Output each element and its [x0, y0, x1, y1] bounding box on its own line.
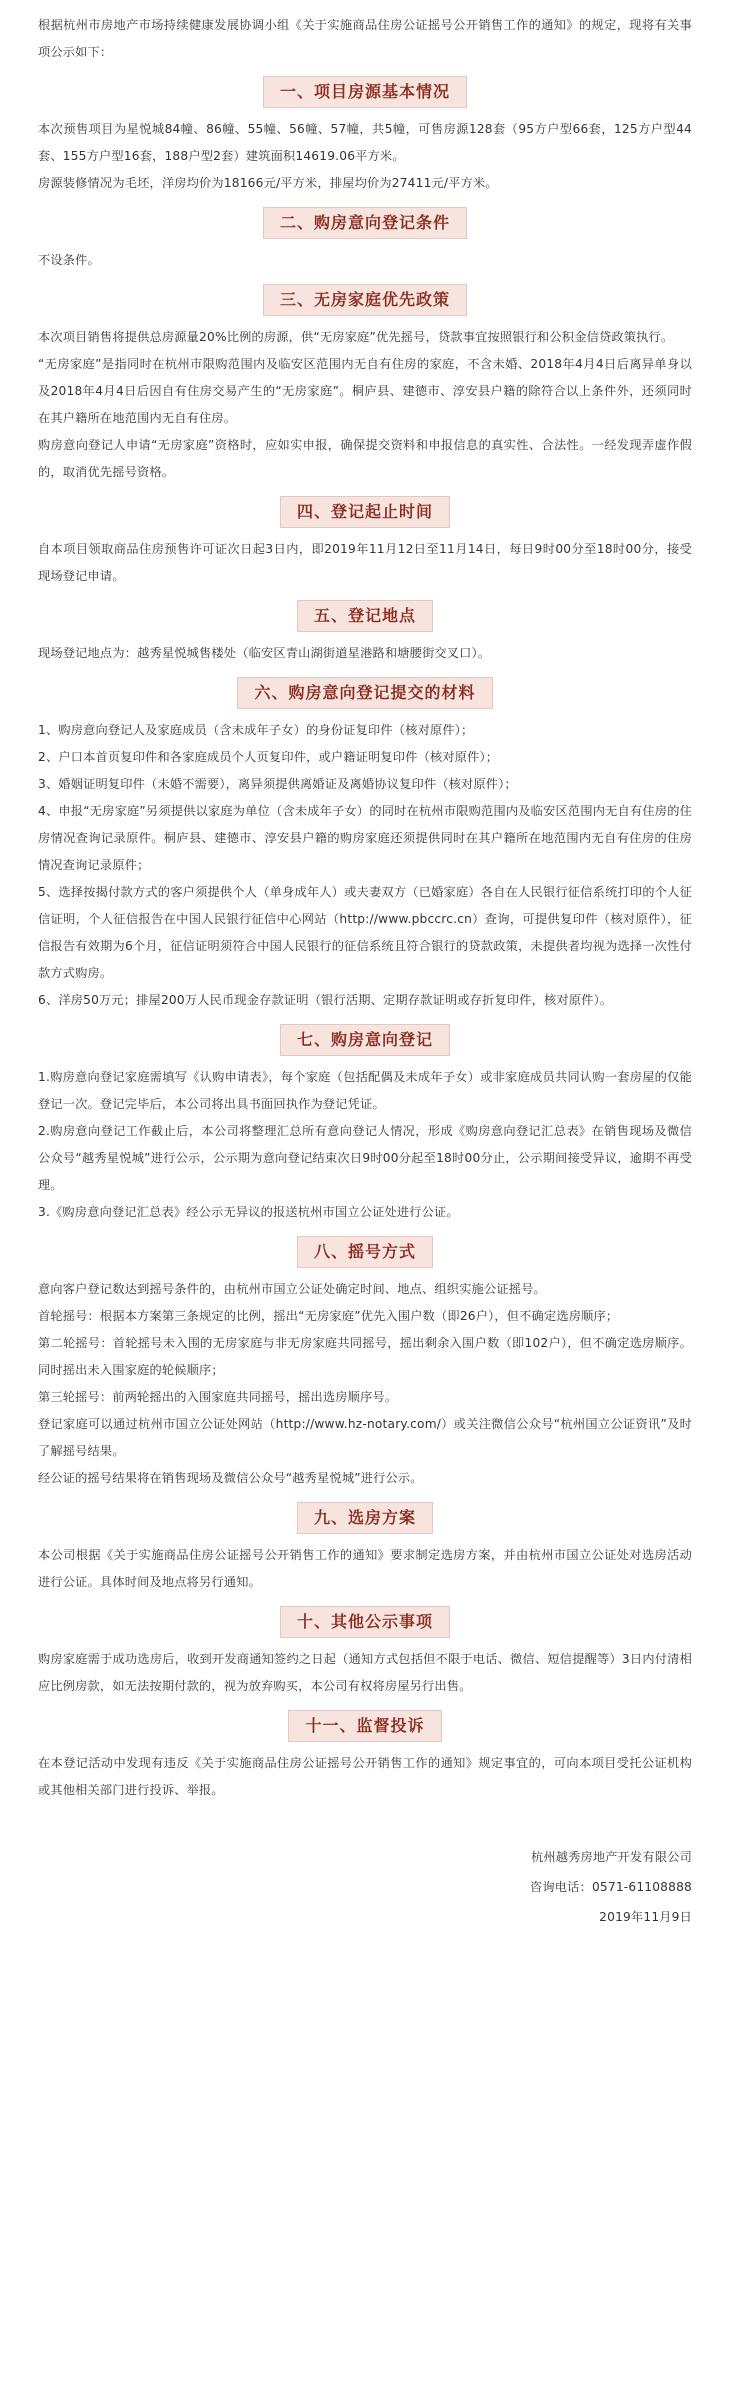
section-paragraph: 经公证的摇号结果将在销售现场及微信公众号“越秀星悦城”进行公示。: [38, 1471, 423, 1485]
section-heading: 六、购房意向登记提交的材料: [237, 677, 492, 709]
section-paragraph: 本公司根据《关于实施商品住房公证摇号公开销售工作的通知》要求制定选房方案，并由杭州市国立公证处对选房活动进行公证。具体时间及地点将另行通知。: [38, 1548, 692, 1589]
section-paragraph: 登记家庭可以通过杭州市国立公证处网站（http://www.hz-notary.com/）或关注微信公众号“杭州国立公证资讯”及时了解摇号结果。: [38, 1417, 692, 1458]
section-heading: 一、项目房源基本情况: [263, 76, 467, 108]
section-heading: 五、登记地点: [297, 600, 433, 632]
section-paragraph: 自本项目领取商品住房预售许可证次日起3日内，即2019年11月12日至11月14日，每日9时00分至18时00分，接受现场登记申请。: [38, 542, 692, 583]
section-heading: 十、其他公示事项: [280, 1606, 450, 1638]
section-paragraph: 3.《购房意向登记汇总表》经公示无异议的报送杭州市国立公证处进行公证。: [38, 1205, 459, 1219]
company-name: 杭州越秀房地产开发有限公司: [530, 1850, 692, 1864]
section-paragraph: 现场登记地点为：越秀星悦城售楼处（临安区青山湖街道星港路和塘腰街交叉口）。: [38, 646, 491, 660]
section-paragraph: “无房家庭”是指同时在杭州市限购范围内及临安区范围内无自有住房的家庭，不含未婚、2018年4月4日后离异单身以及2018年4月4日后因自有住房交易产生的“无房家庭”。桐庐县、建德市、淳安县户籍的除符合以上条件外，还须同时在其户籍所在地范围内无自有住房。: [38, 357, 692, 425]
section-heading: 四、登记起止时间: [280, 496, 450, 528]
section-heading-wrap: [38, 1710, 692, 1742]
section-paragraph: 意向客户登记数达到摇号条件的，由杭州市国立公证处确定时间、地点、组织实施公证摇号。: [38, 1282, 546, 1296]
section-paragraph: 第三轮摇号：前两轮摇出的入围家庭共同摇号，摇出选房顺序号。: [38, 1390, 398, 1404]
section-heading: 三、无房家庭优先政策: [263, 284, 467, 316]
section-paragraph: 5、选择按揭付款方式的客户须提供个人（单身成年人）或夫妻双方（已婚家庭）各自在人民银行征信系统打印的个人征信证明，个人征信报告在中国人民银行征信中心网站（http://www.pbccrc.cn）查询，可提供复印件（核对原件），征信报告有效期为6个月，征信证明须符合中国人民银行的征信系统且符合银行的贷款政策，未提供者均视为选择一次性付款方式购房。: [38, 885, 692, 980]
section-paragraph: 4、申报“无房家庭”另须提供以家庭为单位（含未成年子女）的同时在杭州市限购范围内及临安区范围内无自有住房的住房情况查询记录原件。桐庐县、建德市、淳安县户籍的购房家庭还须提供同时在其户籍所在地范围内无自有住房的住房情况查询记录原件；: [38, 804, 692, 872]
section-paragraph: 第二轮摇号：首轮摇号未入围的无房家庭与非无房家庭共同摇号，摇出剩余入围户数（即102户），但不确定选房顺序。同时摇出未入围家庭的轮候顺序；: [38, 1336, 692, 1377]
section-paragraph: 购房家庭需于成功选房后，收到开发商通知签约之日起（通知方式包括但不限于电话、微信、短信提醒等）3日内付清相应比例房款，如无法按期付款的，视为放弃购买，本公司有权将房屋另行出售。: [38, 1652, 692, 1693]
section-heading-wrap: [38, 1502, 692, 1534]
sections-container: [38, 76, 692, 1804]
section-paragraph: 首轮摇号：根据本方案第三条规定的比例，摇出“无房家庭”优先入围户数（即26户），但不确定选房顺序；: [38, 1309, 619, 1323]
signature-block: [38, 1842, 692, 1932]
section-heading-wrap: [38, 1606, 692, 1638]
section-heading-wrap: [38, 284, 692, 316]
section-heading-wrap: [38, 600, 692, 632]
section-paragraph: 购房意向登记人申请“无房家庭”资格时，应如实申报，确保提交资料和申报信息的真实性、合法性。一经发现弄虚作假的，取消优先摇号资格。: [38, 438, 692, 479]
section-paragraph: 6、洋房50万元；排屋200万人民币现金存款证明（银行活期、定期存款证明或存折复印件，核对原件）。: [38, 993, 613, 1007]
section-paragraph: 本次预售项目为星悦城84幢、86幢、55幢、56幢、57幢，共5幢，可售房源128套（95方户型66套，125方户型44套、155方户型16套，188户型2套）建筑面积14619.06平方米。: [38, 122, 692, 163]
section-paragraph: 1.购房意向登记家庭需填写《认购申请表》，每个家庭（包括配偶及未成年子女）或非家庭成员共同认购一套房屋的仅能登记一次。登记完毕后，本公司将出具书面回执作为登记凭证。: [38, 1070, 692, 1111]
section-heading-wrap: [38, 496, 692, 528]
section-heading: 七、购房意向登记: [280, 1024, 450, 1056]
section-paragraph: 2、户口本首页复印件和各家庭成员个人页复印件，或户籍证明复印件（核对原件）；: [38, 750, 499, 764]
section-paragraph: 1、购房意向登记人及家庭成员（含未成年子女）的身份证复印件（核对原件）；: [38, 723, 474, 737]
section-heading-wrap: [38, 207, 692, 239]
section-heading: 八、摇号方式: [297, 1236, 433, 1268]
section-paragraph: 本次项目销售将提供总房源量20%比例的房源，供“无房家庭”优先摇号，贷款事宜按照银行和公积金信贷政策执行。: [38, 330, 674, 344]
section-paragraph: 不设条件。: [38, 253, 100, 267]
intro-paragraph: 根据杭州市房地产市场持续健康发展协调小组《关于实施商品住房公证摇号公开销售工作的通知》的规定，现将有关事项公示如下：: [38, 18, 692, 59]
section-heading-wrap: [38, 1024, 692, 1056]
section-heading: 二、购房意向登记条件: [263, 207, 467, 239]
section-paragraph: 2.购房意向登记工作截止后，本公司将整理汇总所有意向登记人情况，形成《购房意向登记汇总表》在销售现场及微信公众号“越秀星悦城”进行公示，公示期为意向登记结束次日9时00分起至18时00分止，公示期间接受异议，逾期不再受理。: [38, 1124, 692, 1192]
section-paragraph: 3、婚姻证明复印件（未婚不需要），离异须提供离婚证及离婚协议复印件（核对原件）；: [38, 777, 517, 791]
section-heading-wrap: [38, 1236, 692, 1268]
publish-date: 2019年11月9日: [599, 1910, 692, 1924]
section-heading-wrap: [38, 677, 692, 709]
section-heading: 九、选房方案: [297, 1502, 433, 1534]
contact-phone: 咨询电话：0571-61108888: [530, 1880, 692, 1894]
section-paragraph: 房源装修情况为毛坯，洋房均价为18166元/平方米，排屋均价为27411元/平方米。: [38, 176, 498, 190]
section-heading-wrap: [38, 76, 692, 108]
section-heading: 十一、监督投诉: [288, 1710, 441, 1742]
section-paragraph: 在本登记活动中发现有违反《关于实施商品住房公证摇号公开销售工作的通知》规定事宜的，可向本项目受托公证机构或其他相关部门进行投诉、举报。: [38, 1756, 692, 1797]
